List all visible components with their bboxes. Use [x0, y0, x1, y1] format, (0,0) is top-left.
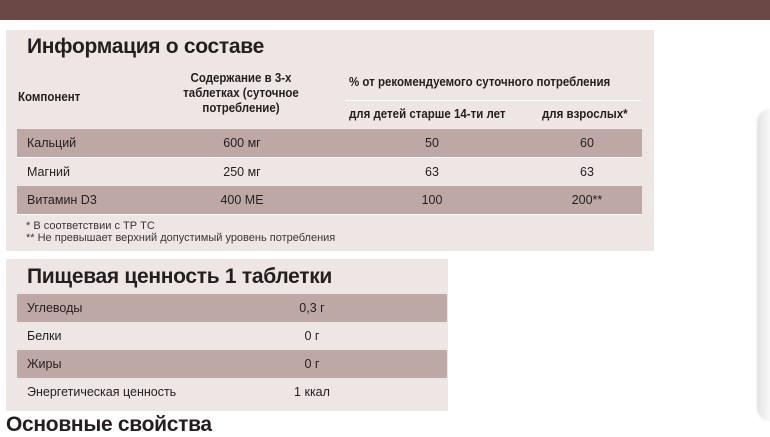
nutrient-value: 0 г [304, 357, 320, 371]
nutrient-name: Жиры [27, 357, 62, 371]
table-row [17, 186, 642, 214]
percent-adults: 63 [580, 165, 594, 179]
header-divider [346, 100, 642, 101]
percent-children: 63 [425, 165, 439, 179]
component-amount: 400 МЕ [220, 193, 264, 207]
header-percent-daily: % от рекомендуемого суточного потребления [349, 75, 611, 89]
table-row [17, 350, 447, 378]
table-row [17, 294, 447, 322]
component-name: Витамин D3 [27, 193, 97, 207]
top-banner-bar [0, 0, 770, 20]
nutrition-table [6, 259, 448, 411]
composition-table [6, 30, 654, 251]
header-component: Компонент [18, 90, 81, 104]
header-content: Содержание в 3-х таблетках (суточное потребление) [183, 71, 299, 115]
table-row [17, 378, 447, 406]
footnote: * В соответствии с ТР ТС [26, 220, 155, 232]
composition-title: Информация о составе [27, 35, 264, 58]
footnote: ** Не превышает верхний допустимый уровень потребления [26, 232, 336, 244]
percent-adults: 200** [571, 193, 603, 207]
component-amount: 250 мг [223, 165, 261, 179]
table-row [17, 129, 642, 157]
percent-children: 100 [421, 193, 443, 207]
nutrient-value: 0 г [304, 329, 320, 343]
section-title: Основные свойства [6, 413, 212, 436]
header-children: для детей старше 14-ти лет [349, 107, 506, 121]
percent-adults: 60 [580, 136, 594, 150]
nutrition-title: Пищевая ценность 1 таблетки [27, 265, 333, 288]
footnotes [26, 220, 335, 244]
nutrient-name: Белки [27, 329, 62, 343]
product-image-edge [758, 110, 770, 420]
component-amount: 600 мг [223, 136, 261, 150]
row-divider [17, 214, 642, 215]
nutrient-value: 0,3 г [299, 301, 325, 315]
nutrient-value: 1 ккал [294, 385, 330, 399]
component-name: Кальций [27, 136, 77, 150]
component-name: Магний [27, 165, 70, 179]
table-row [17, 322, 447, 350]
nutrient-name: Углеводы [27, 301, 83, 315]
percent-children: 50 [425, 136, 439, 150]
table-row [17, 158, 642, 186]
nutrient-name: Энергетическая ценность [27, 385, 177, 399]
header-adults: для взрослых* [542, 107, 628, 121]
